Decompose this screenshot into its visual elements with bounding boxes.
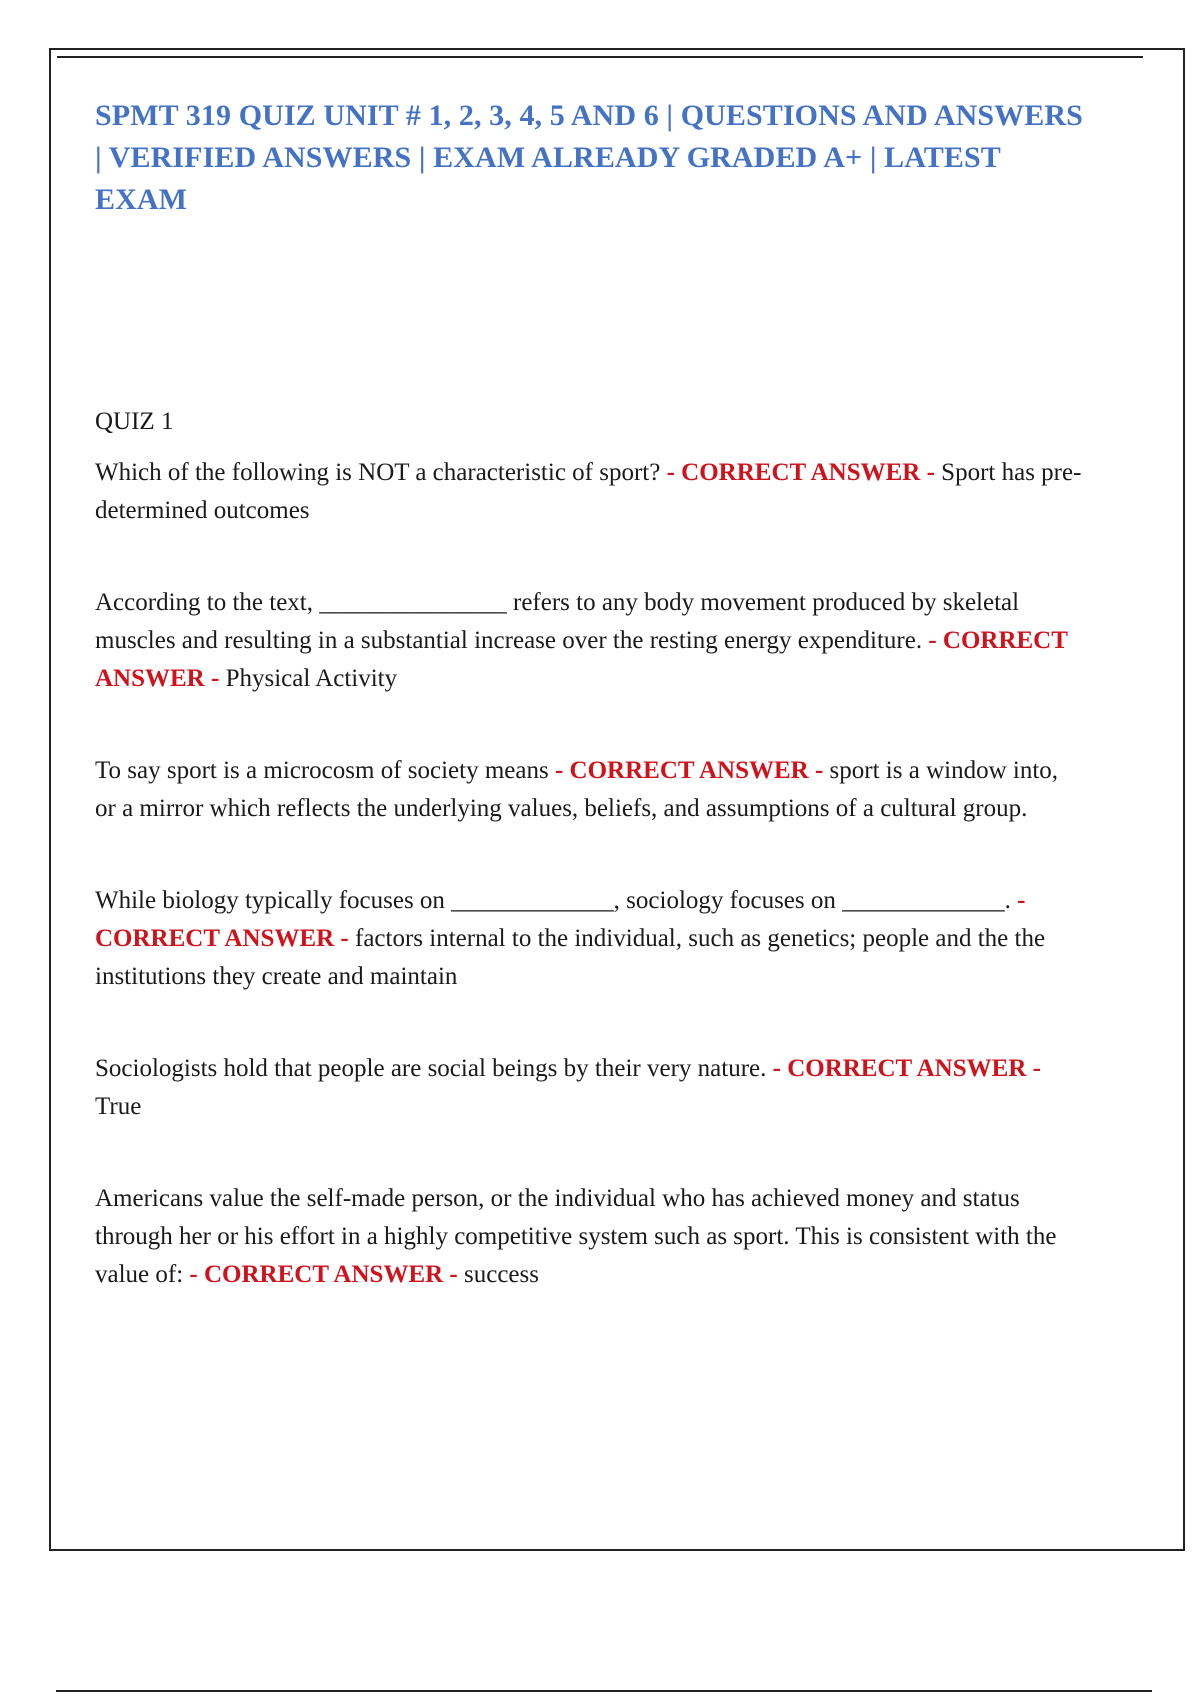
correct-answer-marker: - CORRECT ANSWER - [95, 887, 1026, 952]
correct-answer-marker: - CORRECT ANSWER - [189, 1261, 458, 1288]
answer-text: sport is a window into, or a mirror which reflects the underlying values, beliefs, and assumptions of a cultural group. [95, 757, 1059, 822]
qa-item-6 [95, 1180, 1085, 1294]
answer-text: factors internal to the individual, such as genetics; people and the the institutions they create and maintain [95, 925, 1046, 990]
question-text: Americans value the self-made person, or the individual who has achieved money and status through her or his effort in a highly competitive system such as sport. This is consistent with the value of: [95, 1185, 1057, 1288]
question-text: Sociologists hold that people are social beings by their very nature. [95, 1055, 767, 1082]
question-text: While biology typically focuses on _____________, sociology focuses on _____________. [95, 887, 1011, 914]
correct-answer-marker: - CORRECT ANSWER - [772, 1055, 1041, 1082]
document-title: SPMT 319 QUIZ UNIT # 1, 2, 3, 4, 5 AND 6 | QUESTIONS AND ANSWERS | VERIFIED ANSWERS | EXAM ALREADY GRADED A+ | LATEST EXAM [95, 99, 1083, 216]
bottom-rule [56, 1690, 1152, 1692]
top-rule [57, 56, 1143, 58]
answer-text: Physical Activity [225, 665, 398, 692]
qa-item-3 [95, 752, 1085, 828]
correct-answer-marker: - CORRECT ANSWER - [666, 459, 935, 486]
answer-text: success [464, 1261, 539, 1288]
page-content [95, 95, 1085, 1294]
correct-answer-marker: - CORRECT ANSWER - [95, 627, 1068, 692]
answer-text: Sport has pre-determined outcomes [95, 459, 1082, 524]
question-text: To say sport is a microcosm of society means [95, 757, 549, 784]
qa-item-5 [95, 1050, 1085, 1126]
quiz-heading: QUIZ 1 [95, 408, 174, 435]
correct-answer-marker: - CORRECT ANSWER - [554, 757, 824, 784]
answer-text: True [95, 1093, 142, 1120]
qa-item-2 [95, 584, 1085, 698]
question-text: Which of the following is NOT a characteristic of sport? [95, 459, 661, 486]
qa-item-4 [95, 882, 1085, 996]
qa-item-1 [95, 454, 1085, 530]
question-text: According to the text, _______________ refers to any body movement produced by skeletal muscles and resulting in a substantial increase over the resting energy expenditure. [95, 589, 1020, 654]
